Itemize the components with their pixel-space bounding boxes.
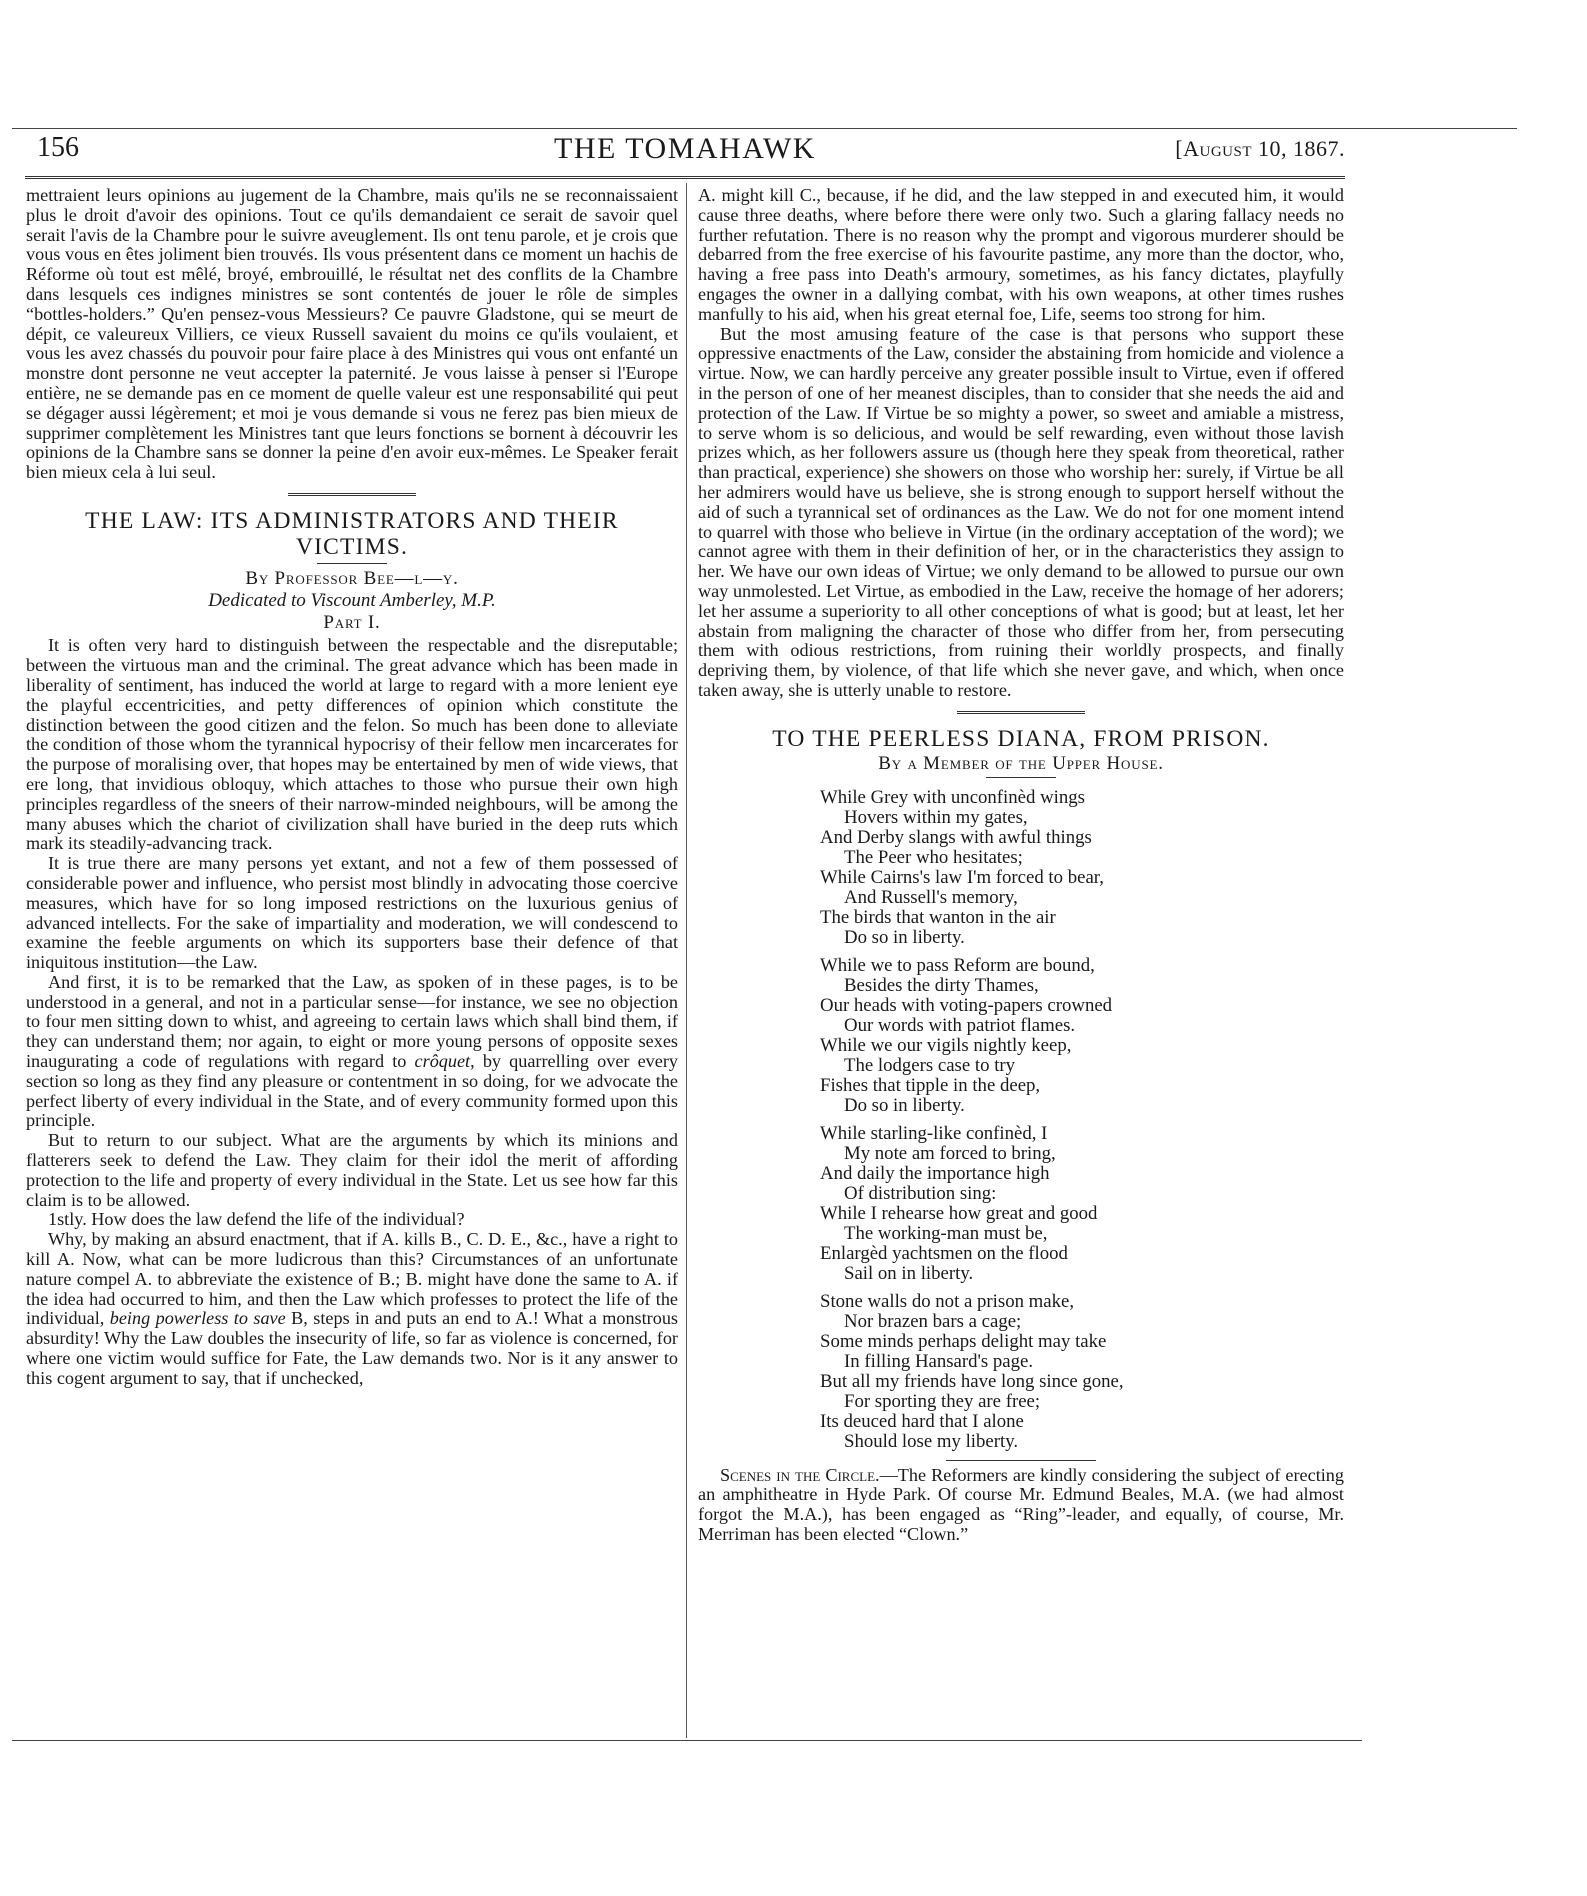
article-paragraph: 1stly. How does the law defend the life of the individual?	[48, 1209, 465, 1230]
poem-stanza	[820, 956, 1344, 1116]
section-separator	[957, 711, 1085, 714]
poem-line: Stone walls do not a prison make,	[820, 1290, 1075, 1312]
poem-line: Of distribution sing:	[844, 1182, 997, 1204]
article-byline: By Professor Bee—l—y.	[245, 567, 459, 589]
poem-line: Should lose my liberty.	[844, 1430, 1019, 1452]
byline-underline	[986, 777, 1056, 778]
article-part: Part I.	[323, 611, 381, 633]
article-paragraph: But the most amusing feature of the case is that persons who support these oppressive enactments of the Law, consider the abstaining from homicide and violence a virtue. Now, we can hardly perceive any greater possible insult to Virtue, even if offered in the person of one of her meanest disciples, than to consider that she needs the aid and protection of the Law. If Virtue be so mighty a power, so sweet and amiable a mistress, to serve whom is so delicious, and would be self rewarding, even without those lavish prizes which, as her followers assure us (though here they speak from theoretical, rather than practical, experience) she showers on those who worship her: surely, if Virtue be all her admirers would have us believe, she is strong enough to support herself without the aid of such a tyrannical set of ordinances as the Law. We do not for one moment intend to quarrel with those who believe in Virtue (in the ordinary acceptation of the word); we cannot agree with them in their definition of her, or in the characteristics they assign to her. We have our own ideas of Virtue; we only demand to be allowed to pursue our own way unmolested. Let Virtue, as embodied in the Law, receive the homage of her adorers; let her assume a superiority to all other conceptions of what is good; but at least, let her abstain from maligning the character of those who differ from her, from persecuting them with odious restrictions, from ruining their worldly prospects, and finally depriving them, by violence, of that life which she never gave, and which, when once taken away, she is utterly unable to restore.	[698, 323, 1344, 700]
article-paragraph	[26, 973, 678, 1131]
poem-line: Our heads with voting-papers crowned	[820, 994, 1113, 1016]
article-paragraph: A. might kill C., because, if he did, and the law stepped in and executed him, it would cause three deaths, where before there were only two. Such a glaring fallacy needs no further refutation. There is no reason why the prompt and vigorous murderer should be debarred from the free exercise of his favourite pastime, any more than the doctor, who, having a free pass into Death's armoury, sometimes, as his fancy dictates, playfully engages the owner in a dallying combat, with his own weapons, at other times rushes manfully to his aid, when his great eternal foe, Life, seems too strong for him.	[698, 185, 1344, 324]
poem-line: While Grey with unconfinèd wings	[820, 786, 1085, 808]
paragraph-separator	[946, 1460, 1096, 1461]
poem-line: Its deuced hard that I alone	[820, 1410, 1024, 1432]
poem-line: Sail on in liberty.	[844, 1262, 974, 1284]
left-column	[26, 186, 678, 1389]
poem-line: And daily the importance high	[820, 1162, 1050, 1184]
title-underline	[317, 563, 387, 564]
italic-phrase: being powerless to save	[109, 1308, 286, 1329]
poem	[820, 788, 1344, 1452]
article-paragraph: It is true there are many persons yet extant, and not a few of them possessed of considerable power and influence, who persist most blindly in advocating those coercive measures, which have for so long imposed restrictions on the luxurious genius of advanced intellects. For the sake of impartiality and moderation, we will condescend to examine the feeble arguments on which its supporters base their defence of that iniquitous institution—the Law.	[26, 853, 678, 973]
poem-line: While I rehearse how great and good	[820, 1202, 1098, 1224]
header-rule	[25, 176, 1345, 179]
poem-stanza	[820, 1292, 1344, 1452]
poem-line: Our words with patriot flames.	[844, 1014, 1076, 1036]
issue-date: [August 10, 1867.	[1175, 136, 1345, 161]
article-paragraph: But to return to our subject. What are the arguments by which its minions and flatterers seek to defend the Law. They claim for their idol the merit of affording protection to the life and property of every individual in the State. Let us see how far this claim is to be allowed.	[26, 1130, 678, 1210]
poem-line: For sporting they are free;	[844, 1390, 1041, 1412]
italic-term: crôquet	[414, 1051, 471, 1072]
poem-byline: By a Member of the Upper House.	[878, 752, 1164, 774]
poem-line: But all my friends have long since gone,	[820, 1370, 1124, 1392]
paragraph-text: And first, it is to be remarked that the Law, as spoken of in these pages, is to be understood in a general, and not in a particular sense—for instance, we see no objection to four men sitting down to whist, and agreeing to certain laws which shall bind them, if they can understand them; nor again, to eight or more young persons of opposite sexes inaugurating a code of regulations with regard to	[26, 971, 678, 1072]
poem-line: Besides the dirty Thames,	[844, 974, 1039, 996]
paragraph-text: B, steps in and puts an end to A.! What a monstrous absurdity! Why the Law doubles the insecurity of life, so far as violence is concerned, for where one victim would suffice for Fate, the Law demands two. Nor is it any answer to this cogent argument to say, that if unchecked,	[26, 1308, 679, 1388]
poem-stanza	[820, 788, 1344, 948]
scenes-heading: Scenes in the Circle.	[720, 1464, 880, 1485]
bottom-rule	[12, 1740, 1362, 1741]
paragraph-text: , by quarrelling over every section so long as they find any pleasure or contentment in so doing, for we advocate the perfect liberty of every individual in the State, and of every community formed upon this principle.	[26, 1051, 678, 1131]
poem-line: The lodgers case to try	[844, 1054, 1016, 1076]
poem-line: My note am forced to bring,	[844, 1142, 1056, 1164]
page-number: 156	[37, 132, 79, 163]
poem-line: And Derby slangs with awful things	[820, 826, 1092, 848]
poem-stanza	[820, 1124, 1344, 1284]
poem-line: Hovers within my gates,	[844, 806, 1028, 828]
paragraph-text: Why, by making an absurd enactment, that if A. kills B., C. D. E., &c., have a right to kill A. Now, what can be more ludicrous than this? Circumstances of an unfortunate nature compel A. to abbreviate the existence of B.; B. might have done the same to A. if the idea had occurred to him, and then the Law which professes to protect the life of the individual,	[26, 1229, 678, 1329]
poem-line: Nor brazen bars a cage;	[844, 1310, 1022, 1332]
scenes-paragraph	[698, 1466, 1344, 1545]
right-column	[698, 186, 1344, 1545]
section-separator	[288, 493, 416, 496]
masthead	[25, 132, 1345, 172]
poem-line: While we to pass Reform are bound,	[820, 954, 1095, 976]
poem-line: While we our vigils nightly keep,	[820, 1034, 1072, 1056]
poem-line: The birds that wanton in the air	[820, 906, 1056, 928]
top-rule	[12, 128, 1517, 129]
poem-line: Enlargèd yachtsmen on the flood	[820, 1242, 1068, 1264]
article-paragraph: It is often very hard to distinguish between the respectable and the disreputable; between the virtuous man and the criminal. The great advance which has been made in liberality of sentiment, has induced the world at large to regard with a more lenient eye the playful eccentricities, and petty differences of opinion which constitute the distinction between the good citizen and the felon. So much has been done to alleviate the condition of those whom the tyrannical hypocrisy of their fellow men incarcerates for the purpose of moralising over, that hopes may be entertained by men of wide views, that ere long, that invidious obloquy, which attaches to those who pursue their own high principles regardless of the sneers of their narrow-minded neighbours, will be among the many abuses which the chariot of civilization shall have buried in the deep ruts which mark its steadily-advancing track.	[26, 635, 678, 854]
article-paragraph	[26, 1230, 678, 1388]
poem-line: In filling Hansard's page.	[844, 1350, 1034, 1372]
french-letter-text: mettraient leurs opinions au jugement de la Chambre, mais qu'ils ne se reconnaissaient plus le droit d'avoir des opinions. Tout ce qu'ils demandaient ce serait de savoir quel serait l'avis de la Chambre pour le suivre aveuglement. Ils ont tenu parole, et je crois que vous vous en êtes joliment bien trouvés. Ils vous présentent dans ce moment un hachis de Réforme où tout est mêlé, broyé, embrouillé, le résultat net des conflits de la Chambre dans lesquels ces indignes ministres se sont contentés de jouer le rôle de simples “bottles-holders.” Qu'en pensez-vous Messieurs? Ce pauvre Gladstone, qui se meurt de dépit, ce valeureux Villiers, ce vieux Russell savaient du moins ce qu'ils voulaient, et vous les avez chassés du pouvoir pour faire place à des Ministres qui vous ont enfanté un monstre dont personne ne veut accepter la paternité. Je vous laisse à penser si l'Europe entière, ne se demande pas en ce moment de quelle valeur est une responsabilité qui peut se dégager aussi légèrement; et moi je vous demande si vous ne ferez pas bien mieux de supprimer complètement les Ministres tant que leurs fonctions se bornent à découvrir les opinions de la Chambre sans se donner la peine d'en avoir eux-mêmes. Le Speaker ferait bien mieux cela à lui seul.	[26, 185, 678, 483]
scenes-text: —The Reformers are kindly considering the subject of erecting an amphitheatre in Hyde Park. Of course Mr. Edmund Beales, M.A. (we had almost forgot the M.A.), has been engaged as “Ring”-leader, and equally, of course, Mr. Merriman has been elected “Clown.”	[698, 1464, 1344, 1544]
paper-title: THE TOMAHAWK	[554, 132, 816, 165]
poem-line: While Cairns's law I'm forced to bear,	[820, 866, 1104, 888]
poem-line: While starling-like confinèd, I	[820, 1122, 1048, 1144]
poem-line: The Peer who hesitates;	[844, 846, 1023, 868]
poem-line: The working-man must be,	[844, 1222, 1048, 1244]
poem-line: Do so in liberty.	[844, 1094, 965, 1116]
article-dedication: Dedicated to Viscount Amberley, M.P.	[208, 589, 496, 611]
poem-line: And Russell's memory,	[844, 886, 1018, 908]
article-title: THE LAW: ITS ADMINISTRATORS AND THEIR VICTIMS.	[85, 507, 619, 560]
poem-title: TO THE PEERLESS DIANA, FROM PRISON.	[772, 725, 1270, 752]
column-divider	[686, 183, 687, 1738]
poem-line: Do so in liberty.	[844, 926, 965, 948]
poem-line: Fishes that tipple in the deep,	[820, 1074, 1041, 1096]
poem-line: Some minds perhaps delight may take	[820, 1330, 1107, 1352]
